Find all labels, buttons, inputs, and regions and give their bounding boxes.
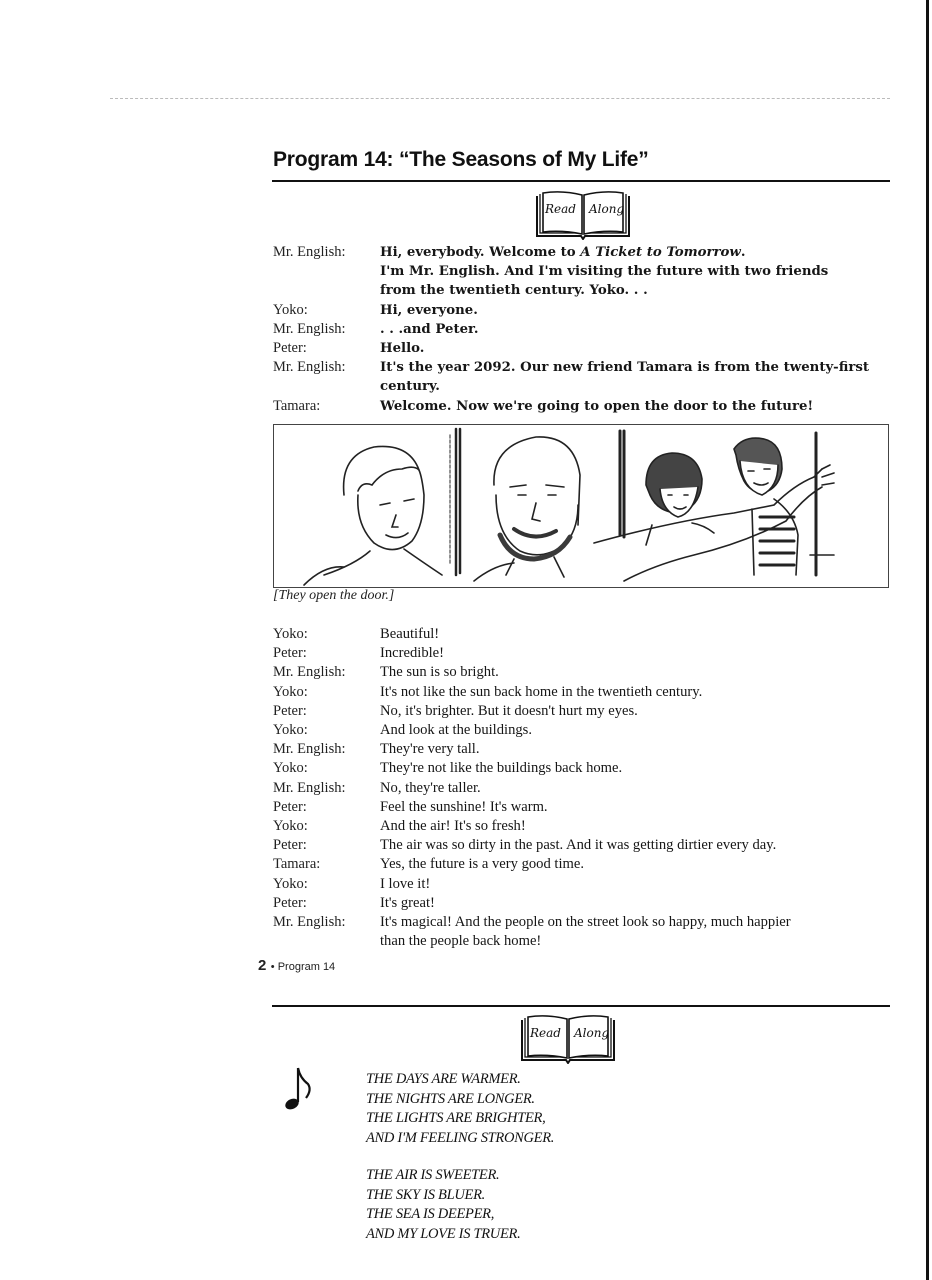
dialogue-line xyxy=(273,913,893,951)
page-number: 2 xyxy=(258,957,267,974)
dialogue-line xyxy=(273,301,893,320)
speaker: Tamara: xyxy=(273,397,321,414)
speaker: Mr. English: xyxy=(273,914,346,931)
lyric-line: AND MY LOVE IS TRUER. xyxy=(366,1225,521,1242)
dialogue-line xyxy=(273,683,893,702)
dialogue-line xyxy=(273,320,893,339)
song-stanza-1 xyxy=(366,1070,554,1148)
speech: Hi, everyone. xyxy=(380,302,478,318)
scan-dash-line xyxy=(110,98,890,99)
illustration-door-scene xyxy=(273,424,889,588)
dialogue-future xyxy=(273,625,893,951)
speech-line: century. xyxy=(380,379,440,395)
speech: They're very tall. xyxy=(380,741,480,758)
speaker: Mr. English: xyxy=(273,741,346,758)
speech: Beautiful! xyxy=(380,626,440,642)
dialogue-line xyxy=(273,759,893,778)
dialogue-line xyxy=(273,817,893,836)
speaker: Yoko: xyxy=(273,626,308,642)
speaker: Mr. English: xyxy=(273,359,346,376)
read-along-left: Read xyxy=(530,1026,561,1040)
show-title: A Ticket to Tomorrow xyxy=(580,245,741,260)
speaker: Yoko: xyxy=(273,301,308,318)
page-edge-bar xyxy=(926,0,929,1280)
speech: No, it's brighter. But it doesn't hurt my eyes. xyxy=(380,702,638,719)
lyric-line: AND I'M FEELING STRONGER. xyxy=(366,1129,555,1146)
speech-line: from the twentieth century. Yoko. . . xyxy=(380,283,648,299)
dialogue-line xyxy=(273,339,893,358)
dialogue-line xyxy=(273,702,893,721)
speech: Hello. xyxy=(380,341,425,357)
speaker: Mr. English: xyxy=(273,664,346,681)
speech: It's great! xyxy=(380,894,435,911)
speech: The sun is so bright. xyxy=(380,664,499,681)
speech: Incredible! xyxy=(380,645,445,662)
speech xyxy=(380,913,893,951)
dialogue-line xyxy=(273,625,893,644)
lyric-line: THE SKY IS BLUER. xyxy=(366,1186,485,1203)
speaker: Yoko: xyxy=(273,683,308,700)
speech: They're not like the buildings back home. xyxy=(380,760,623,777)
speaker: Mr. English: xyxy=(273,779,346,796)
speech xyxy=(380,358,893,396)
program-label: • Program 14 xyxy=(270,961,336,973)
dialogue-line xyxy=(273,894,893,913)
speaker: Peter: xyxy=(273,837,307,854)
speaker: Yoko: xyxy=(273,818,308,835)
speech-line: Hi, everybody. Welcome to A Ticket to Tomorrow. xyxy=(380,245,746,260)
speech: I love it! xyxy=(380,875,431,892)
speech xyxy=(380,243,893,301)
dialogue-line xyxy=(273,740,893,759)
speech: And look at the buildings. xyxy=(380,722,533,739)
lyric-line: THE NIGHTS ARE LONGER. xyxy=(366,1090,535,1107)
music-note-icon xyxy=(284,1066,314,1112)
read-along-book-icon xyxy=(519,1014,617,1064)
speech: And the air! It's so fresh! xyxy=(380,818,526,835)
page-title: Program 14: “The Seasons of My Life” xyxy=(273,148,649,171)
dialogue-line xyxy=(273,798,893,817)
speech: The air was so dirty in the past. And it was getting dirtier every day. xyxy=(380,837,777,854)
speaker: Peter: xyxy=(273,798,307,815)
speech: No, they're taller. xyxy=(380,779,481,796)
speaker: Yoko: xyxy=(273,722,308,739)
dialogue-line xyxy=(273,397,893,416)
speaker: Peter: xyxy=(273,645,307,662)
read-along-left: Read xyxy=(545,202,576,216)
lyric-line: THE DAYS ARE WARMER. xyxy=(366,1071,521,1087)
lyric-line: THE LIGHTS ARE BRIGHTER, xyxy=(366,1110,546,1126)
speaker: Peter: xyxy=(273,702,307,719)
song-stanza-2 xyxy=(366,1166,520,1244)
title-rule xyxy=(272,180,890,182)
read-along-right: Along xyxy=(574,1026,610,1040)
dialogue-line xyxy=(273,779,893,798)
speech: It's not like the sun back home in the twentieth century. xyxy=(380,683,703,700)
dialogue-line xyxy=(273,721,893,740)
speech: Welcome. Now we're going to open the door to the future! xyxy=(380,398,814,414)
read-along-right: Along xyxy=(589,202,625,216)
dialogue-intro xyxy=(273,243,893,416)
speech: Feel the sunshine! It's warm. xyxy=(380,798,548,815)
dialogue-line xyxy=(273,663,893,682)
illustration-caption: [They open the door.] xyxy=(273,588,395,603)
section-rule xyxy=(272,1005,890,1007)
speaker: Yoko: xyxy=(273,875,308,892)
speech-line: It's magical! And the people on the street look so happy, much happier xyxy=(380,914,791,931)
speaker: Mr. English: xyxy=(273,244,346,260)
speech-line: I'm Mr. English. And I'm visiting the future with two friends xyxy=(380,264,829,280)
speaker: Tamara: xyxy=(273,856,321,873)
sketch-people-at-door xyxy=(274,425,888,587)
lyric-line: THE SEA IS DEEPER, xyxy=(366,1206,495,1222)
speech: . . .and Peter. xyxy=(380,321,479,337)
dialogue-line xyxy=(273,358,893,396)
speech-line: It's the year 2092. Our new friend Tamara is from the twenty-first xyxy=(380,360,870,376)
speech: Yes, the future is a very good time. xyxy=(380,856,585,873)
dialogue-line xyxy=(273,243,893,301)
dialogue-line xyxy=(273,875,893,894)
speaker: Yoko: xyxy=(273,760,308,777)
dialogue-line xyxy=(273,644,893,663)
read-along-book-icon xyxy=(534,190,632,240)
dialogue-line xyxy=(273,855,893,874)
speech-line: than the people back home! xyxy=(380,933,542,950)
lyric-line: THE AIR IS SWEETER. xyxy=(366,1167,500,1183)
speaker: Peter: xyxy=(273,894,307,911)
dialogue-line xyxy=(273,836,893,855)
speaker: Mr. English: xyxy=(273,320,346,337)
page-footer xyxy=(258,957,335,975)
speaker: Peter: xyxy=(273,340,307,357)
